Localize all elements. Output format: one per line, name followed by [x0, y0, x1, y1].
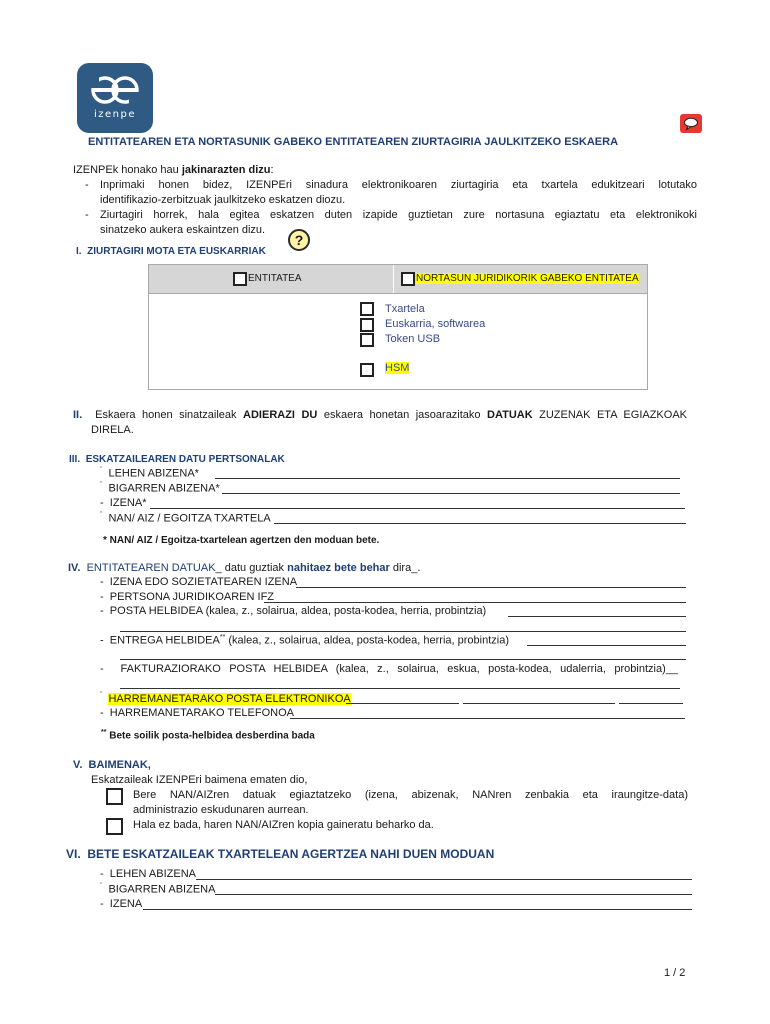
field-entrega-helbidea-input-2[interactable]	[120, 648, 686, 660]
section-5-heading: V. BAIMENAK,	[73, 759, 151, 771]
option-token-usb-label: Token USB	[385, 333, 441, 345]
intro-bullet-dash: -	[85, 209, 89, 221]
field-posta-helbidea: - POSTA HELBIDEA (kalea, z., solairua, aldea, posta-kodea, herria, probintzia)	[100, 605, 487, 617]
card-field-bigarren-abizena-input[interactable]	[215, 883, 692, 895]
field-posta-elektronikoa-input-2[interactable]	[463, 692, 615, 704]
field-telefonoa: - HARREMANETARAKO TELEFONOA	[100, 707, 294, 719]
field-entitate-izena-input[interactable]	[296, 576, 686, 588]
type-entitatea-label: ENTITATEA	[248, 273, 302, 284]
field-entrega-helbidea: - ENTREGA HELBIDEA** (kalea, z., solairua, aldea, posta-kodea, herria, probintzia)	[100, 634, 510, 647]
intro-bullet-2-line-2: sinatzeko aukera eskaintzen dizu.	[100, 224, 266, 236]
card-field-izena: - IZENA	[100, 898, 143, 910]
type-table-header	[149, 265, 647, 294]
ae-ligature-logo	[77, 63, 153, 109]
field-posta-elektronikoa: $^ˆ$ HARREMANETARAKO POSTA ELEKTRONIKOA	[100, 692, 351, 705]
izenpe-logo	[77, 63, 153, 133]
question-mark-icon[interactable]: ?	[288, 229, 310, 251]
document-title: ENTITATEAREN ETA NORTASUNIK GABEKO ENTITATEAREN ZIURTAGIRIA JAULKITZEKO ESKAERA	[88, 136, 619, 148]
field-posta-helbidea-input-2[interactable]	[120, 620, 686, 632]
intro-bullet-1-line-1: Inprimaki honen bidez, IZENPEri sinadura elektronikoaren ziurtagiria eta txartela edukitzeari lotutako	[100, 179, 697, 191]
section-4-note: ** Bete soilik posta-helbidea desberdina bada	[101, 729, 315, 742]
field-lehen-abizena: $^ˆ$ LEHEN ABIZENA*	[100, 467, 199, 480]
option-hsm-label: HSM	[385, 362, 410, 374]
checkbox-txartela[interactable]	[360, 302, 374, 316]
section-5-intro: Eskatzaileak IZENPEri baimena ematen dio,	[91, 774, 308, 786]
card-field-lehen-abizena-input[interactable]	[196, 868, 692, 880]
intro-lead: IZENPEk honako hau jakinarazten dizu:	[73, 164, 274, 176]
section-4-heading: IV. ENTITATEAREN DATUAK_ datu guztiak nahitaez bete behar dira_.	[68, 562, 421, 574]
intro-bullet-2-line-1: Ziurtagiri horrek, hala egitea eskatzen duten izapide guztietan zure nortasuna egiaztatu eta elektronikoki	[100, 209, 697, 221]
checkbox-entitatea[interactable]	[233, 272, 247, 286]
logo-text: izenpe	[93, 109, 137, 120]
permission-2: Hala ez bada, haren NAN/AIZren kopia gaineratu beharko da.	[133, 819, 434, 831]
section-2-line-1: II. Eskaera honen sinatzaileak ADIERAZI DU eskaera honetan jasoarazitako DATUAK ZUZENAK ETA EGIAZKOAK	[73, 409, 687, 421]
type-nortasun-gabeko-label: NORTASUN JURIDIKORIK GABEKO ENTITATEA	[416, 273, 639, 284]
checkbox-nortasun-gabeko[interactable]	[401, 272, 415, 286]
field-nan: $^ˆ$ NAN/ AIZ / EGOITZA TXARTELA	[100, 512, 271, 525]
field-nan-input[interactable]	[274, 512, 686, 524]
speech-bubble-icon[interactable]	[680, 114, 702, 133]
field-telefonoa-input[interactable]	[290, 707, 685, 719]
card-field-izena-input[interactable]	[143, 898, 692, 910]
field-entitate-izena: - IZENA EDO SOZIETATEAREN IZENA	[100, 576, 298, 588]
field-fakturazio-helbidea-input[interactable]	[120, 677, 680, 689]
option-softwarea-label: Euskarria, softwarea	[385, 318, 486, 330]
field-ifz: - PERTSONA JURIDIKOAREN IFZ	[100, 591, 275, 603]
card-field-bigarren-abizena: $^ˆ$ BIGARREN ABIZENA	[100, 883, 216, 896]
field-posta-elektronikoa-input-1[interactable]	[346, 692, 459, 704]
field-entrega-helbidea-input[interactable]	[527, 634, 686, 646]
field-izena: - IZENA*	[100, 497, 147, 509]
section-3-note: * NAN/ AIZ / Egoitza-txartelean agertzen den moduan bete.	[103, 535, 380, 546]
intro-bullet-dash: -	[85, 179, 89, 191]
checkbox-softwarea[interactable]	[360, 318, 374, 332]
card-field-lehen-abizena: - LEHEN ABIZENA	[100, 868, 196, 880]
permission-1-line-1: Bere NAN/AIZren datuak egiaztatzeko (izena, abizenak, NANren zenbakia eta iraungitze-data)	[133, 789, 688, 801]
option-txartela-label: Txartela	[385, 303, 425, 315]
checkbox-nan-egiaztatu[interactable]	[106, 788, 123, 805]
section-3-heading: III. ESKATZAILEAREN DATU PERTSONALAK	[69, 454, 285, 465]
field-lehen-abizena-input[interactable]	[215, 467, 680, 479]
intro-bullet-1-line-2: identifikazio-zerbitzuak jaulkitzeko eskatzen diozu.	[100, 194, 346, 206]
page-number: 1 / 2	[664, 967, 686, 979]
section-2-line-2: DIRELA.	[91, 424, 134, 436]
field-izena-input[interactable]	[150, 497, 685, 509]
checkbox-hsm[interactable]	[360, 363, 374, 377]
permission-1-line-2: administrazio eskudunaren aurrean.	[133, 804, 309, 816]
field-ifz-input[interactable]	[264, 591, 686, 603]
field-posta-elektronikoa-input-3[interactable]	[619, 692, 683, 704]
checkbox-token-usb[interactable]	[360, 333, 374, 347]
checkbox-nan-kopia[interactable]	[106, 818, 123, 835]
section-1-heading: I. ZIURTAGIRI MOTA ETA EUSKARRIAK	[76, 246, 266, 257]
field-posta-helbidea-input[interactable]	[508, 605, 686, 617]
certificate-type-table	[148, 264, 648, 390]
field-bigarren-abizena: $^ˆ$ BIGARREN ABIZENA*	[100, 482, 220, 495]
section-6-heading: VI. BETE ESKATZAILEAK TXARTELEAN AGERTZEA NAHI DUEN MODUAN	[66, 847, 495, 861]
field-bigarren-abizena-input[interactable]	[222, 482, 680, 494]
field-fakturazio-helbidea: - FAKTURAZIORAKO POSTA HELBIDEA (kalea, z., solairua, eskua, posta-kodea, udalerria, probintzia)__	[100, 663, 678, 675]
